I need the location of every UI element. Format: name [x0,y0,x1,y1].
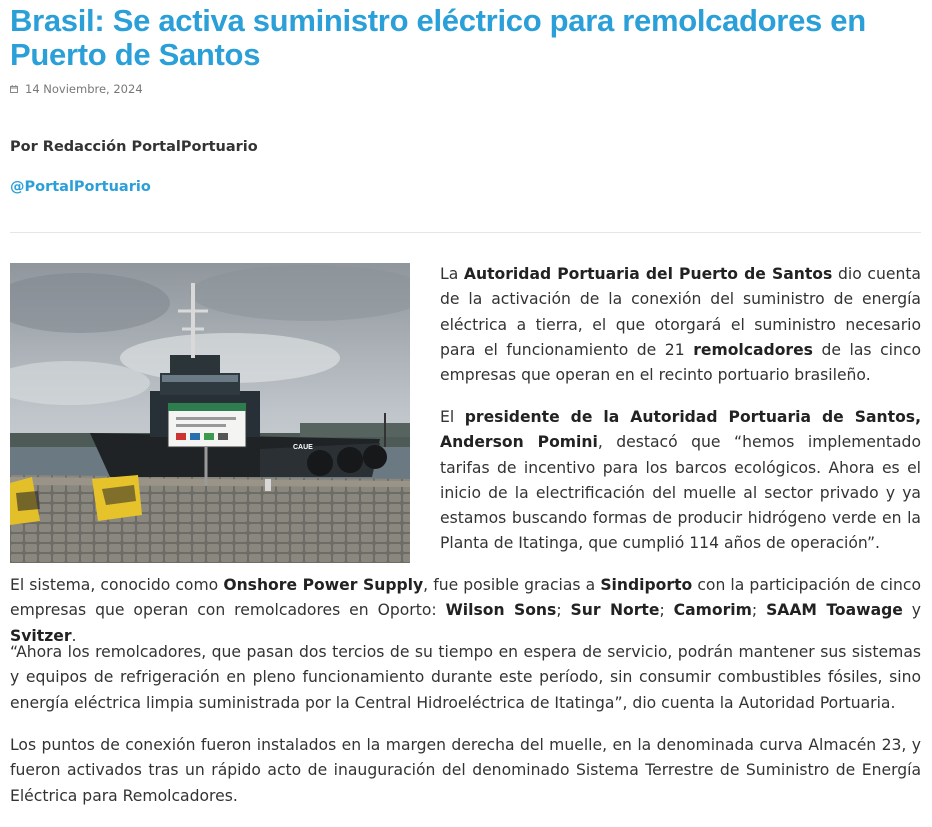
date-text: 14 Noviembre, 2024 [25,82,143,96]
article-date [10,81,143,97]
paragraph-3: El sistema, conocido como Onshore Power Supply, fue posible gracias a Sindiporto con la participación de cinco empresas que operan con remolcadores en Oporto: Wilson Sons; Sur Norte; Camorim; SAAM Toawage y Svitzer. [10,576,922,645]
article-title: Brasil: Se activa suministro eléctrico para remolcadores en Puerto de Santos [10,3,866,72]
paragraph-2: El presidente de la Autoridad Portuaria de Santos, Anderson Pomini, destacó que “hemos implementado tarifas de incentivo para los barcos ecológicos. Ahora es el inicio de la electrificación del muelle al sector privado y ya estamos buscando formas de producir hidrógeno verde en la Planta de Itatinga, que cumplió 114 años de operación”. [440,408,921,553]
author-byline: Por Redacción PortalPortuario [10,139,258,155]
paragraph-4: “Ahora los remolcadores, que pasan dos tercios de su tiempo en espera de servicio, podrán mantener sus sistemas y equipos de refrigeración en pleno funcionamiento durante este período, sin consumir combustibles fósiles, sino energía eléctrica limpia suministrada por la Central Hidroeléctrica de Itatinga”, dio cuenta la Autoridad Portuaria. [10,643,921,712]
calendar-icon [10,85,18,93]
paragraph-1: La Autoridad Portuaria del Puerto de Santos dio cuenta de la activación de la conexión del suministro de energía eléctrica a tierra, el que otorgará el suministro necesario para el funcionamiento de 21 remolcadores de las cinco empresas que operan en el recinto portuario brasileño. [440,265,922,385]
author-handle-link[interactable]: @PortalPortuario [10,179,151,195]
paragraph-5: Los puntos de conexión fueron instalados en la margen derecha del muelle, en la denominada curva Almacén 23, y fueron activados tras un rápido acto de inauguración del denominado Sistema Terrestre de Suministro de Energía Eléctrica para Remolcadores. [10,736,921,805]
photo-hull-lettering: CAUE [293,444,313,451]
article-photo [10,263,410,563]
divider [10,232,921,233]
